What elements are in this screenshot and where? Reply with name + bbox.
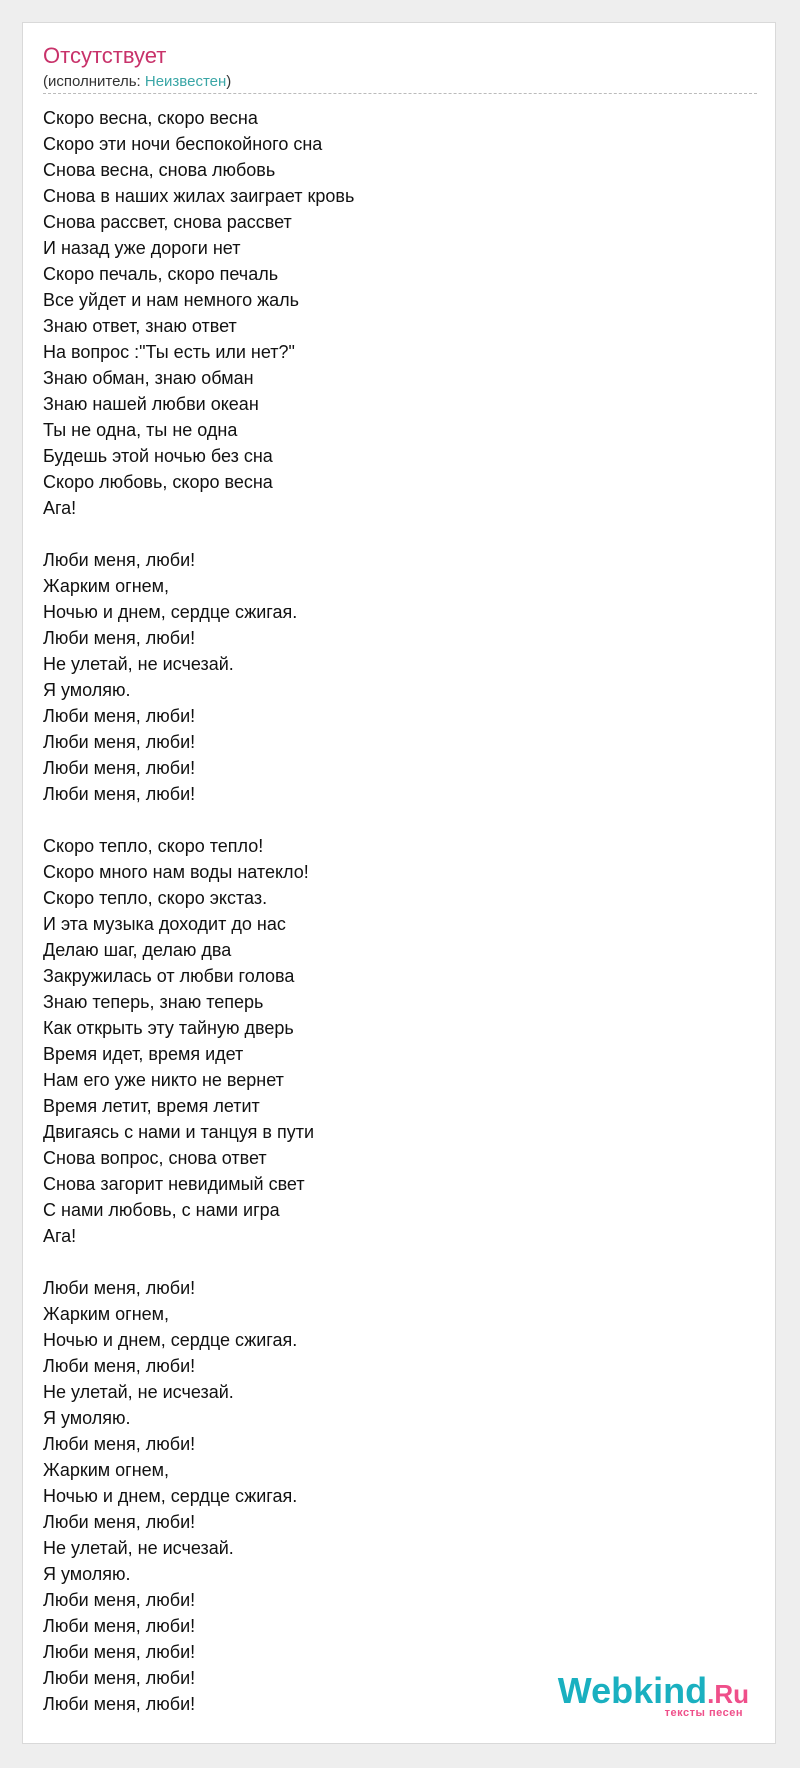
lyric-line: И назад уже дороги нет <box>43 238 241 258</box>
lyric-line: Жарким огнем, <box>43 576 170 596</box>
lyric-line: Люби меня, люби! <box>43 1434 196 1454</box>
logo-tld: .Ru <box>707 1679 749 1709</box>
lyric-line: Люби меня, люби! <box>43 1278 196 1298</box>
artist-prefix: (исполнитель: <box>43 73 145 90</box>
lyric-line: Я умоляю. <box>43 1408 131 1428</box>
lyric-line: Снова вопрос, снова ответ <box>43 1148 267 1168</box>
lyric-line: Знаю обман, знаю обман <box>43 368 254 388</box>
lyric-line: Люби меня, люби! <box>43 1512 196 1532</box>
lyric-line: На вопрос :"Ты есть или нет?" <box>43 342 295 362</box>
lyric-line: Люби меня, люби! <box>43 1694 196 1714</box>
lyric-line: Ночью и днем, сердце сжигая. <box>43 1486 298 1506</box>
site-logo[interactable] <box>549 1671 749 1719</box>
lyric-line: Я умоляю. <box>43 680 131 700</box>
lyric-line: Не улетай, не исчезай. <box>43 1382 234 1402</box>
lyric-line: Люби меня, люби! <box>43 1668 196 1688</box>
lyric-line: Снова рассвет, снова рассвет <box>43 212 292 232</box>
lyric-line: Скоро эти ночи беспокойного сна <box>43 134 323 154</box>
lyrics-text <box>43 105 354 1717</box>
lyric-line: Ты не одна, ты не одна <box>43 420 238 440</box>
lyric-line: Жарким огнем, <box>43 1304 170 1324</box>
lyric-line: Люби меня, люби! <box>43 1590 196 1610</box>
lyric-line: Скоро любовь, скоро весна <box>43 472 273 492</box>
lyric-line: Жарким огнем, <box>43 1460 170 1480</box>
stanza-break <box>43 807 354 833</box>
lyric-line: Делаю шаг, делаю два <box>43 940 232 960</box>
artist-link[interactable]: Неизвестен <box>144 73 227 90</box>
lyric-line: Время летит, время летит <box>43 1096 260 1116</box>
lyric-line: Скоро много нам воды натекло! <box>43 862 309 882</box>
lyric-line: Нам его уже никто не вернет <box>43 1070 284 1090</box>
lyric-line: Время идет, время идет <box>43 1044 244 1064</box>
lyric-line: Люби меня, люби! <box>43 1642 196 1662</box>
lyric-line: Знаю теперь, знаю теперь <box>43 992 264 1012</box>
lyric-line: Знаю нашей любви океан <box>43 394 259 414</box>
lyric-line: Как открыть эту тайную дверь <box>43 1018 294 1038</box>
lyric-line: Скоро печаль, скоро печаль <box>43 264 279 284</box>
lyric-line: Люби меня, люби! <box>43 1356 196 1376</box>
lyric-line: Снова весна, снова любовь <box>43 160 276 180</box>
header-divider <box>43 93 757 94</box>
lyric-line: Ночью и днем, сердце сжигая. <box>43 602 298 622</box>
lyric-line: Скоро весна, скоро весна <box>43 108 258 128</box>
lyric-line: Двигаясь с нами и танцуя в пути <box>43 1122 315 1142</box>
lyric-line: Ага! <box>43 498 77 518</box>
lyric-line: Люби меня, люби! <box>43 784 196 804</box>
lyric-line: Ночью и днем, сердце сжигая. <box>43 1330 298 1350</box>
lyric-line: Люби меня, люби! <box>43 550 196 570</box>
stanza-break <box>43 521 354 547</box>
lyric-line: Я умоляю. <box>43 1564 131 1584</box>
lyric-line: Не улетай, не исчезай. <box>43 654 234 674</box>
lyric-line: Люби меня, люби! <box>43 732 196 752</box>
lyric-line: Люби меня, люби! <box>43 706 196 726</box>
lyric-line: Знаю ответ, знаю ответ <box>43 316 237 336</box>
lyric-line: Скоро тепло, скоро экстаз. <box>43 888 268 908</box>
lyric-line: С нами любовь, с нами игра <box>43 1200 280 1220</box>
lyric-line: Скоро тепло, скоро тепло! <box>43 836 264 856</box>
lyric-line: Не улетай, не исчезай. <box>43 1538 234 1558</box>
lyric-line: Люби меня, люби! <box>43 628 196 648</box>
lyric-line: Люби меня, люби! <box>43 758 196 778</box>
artist-suffix: ) <box>226 73 232 90</box>
lyric-line: Снова загорит невидимый свет <box>43 1174 305 1194</box>
lyric-line: Все уйдет и нам немного жаль <box>43 290 300 310</box>
logo-word: Webkind <box>557 1670 708 1711</box>
lyric-line: И эта музыка доходит до нас <box>43 914 286 934</box>
lyric-line: Снова в наших жилах заиграет кровь <box>43 186 355 206</box>
logo-tagline: тексты песен <box>664 1707 743 1719</box>
lyric-line: Ага! <box>43 1226 77 1246</box>
lyric-line: Будешь этой ночью без сна <box>43 446 273 466</box>
lyric-line: Закружилась от любви голова <box>43 966 295 986</box>
lyric-line: Люби меня, люби! <box>43 1616 196 1636</box>
stanza-break <box>43 1249 354 1275</box>
artist-line <box>43 73 231 91</box>
lyrics-card <box>22 22 776 1744</box>
song-title: Отсутствует <box>43 43 167 68</box>
